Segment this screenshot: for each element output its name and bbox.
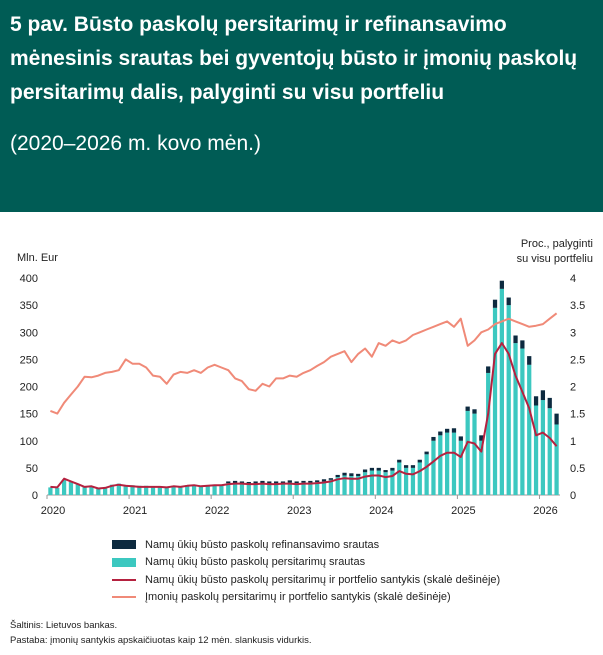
legend-swatch-corporate-ratio (112, 596, 136, 598)
legend-label-household-ratio: Namų ūkių būsto paskolų persitarimų ir portfelio santykis (skalė dešinėje) (145, 573, 501, 586)
bar-refinance (438, 432, 442, 436)
bar-refinance (315, 480, 319, 482)
legend-item-household-ratio (112, 571, 592, 589)
bar-refinance (295, 481, 299, 483)
right-y-tick-label: 2.5 (570, 354, 586, 367)
bar-renegotiation (274, 484, 278, 495)
bar-renegotiation (452, 433, 456, 495)
bar-refinance (342, 473, 346, 476)
chart-header (0, 0, 603, 212)
bar-refinance (500, 281, 504, 289)
right-axis-title-line1: Proc., palyginti (520, 238, 593, 250)
bar-renegotiation (534, 405, 538, 495)
right-y-tick-label: 1.5 (570, 408, 586, 421)
left-y-tick-label: 300 (19, 327, 38, 340)
bar-refinance (390, 468, 394, 471)
bar-refinance (513, 336, 517, 344)
bar-renegotiation (370, 471, 374, 495)
bar-refinance (329, 478, 333, 480)
bar-refinance (288, 480, 292, 482)
bar-refinance (493, 300, 497, 308)
bar-refinance (397, 460, 401, 463)
bar-refinance (472, 409, 476, 413)
x-tick-label: 2022 (204, 505, 230, 517)
left-y-tick-label: 0 (31, 490, 38, 502)
x-tick-label: 2024 (369, 505, 394, 517)
x-tick-label: 2023 (286, 505, 312, 517)
bar-renegotiation (486, 373, 490, 495)
bar-refinance (554, 414, 558, 425)
bar-refinance (349, 473, 353, 476)
bar-renegotiation (548, 408, 552, 495)
left-y-tick-label: 50 (25, 462, 38, 475)
bar-renegotiation (281, 483, 285, 495)
chart-footer (10, 618, 312, 648)
legend-label-corporate-ratio: Įmonių paskolų persitarimų ir portfelio santykis (skalė dešinėje) (145, 591, 451, 604)
bar-renegotiation (253, 484, 257, 495)
bar-renegotiation (466, 411, 470, 495)
line-corporate-ratio (50, 313, 556, 413)
bar-renegotiation (55, 488, 59, 495)
bar-renegotiation (513, 343, 517, 495)
methodology-note: Pastaba: įmonių santykis apskaičiuotas kaip 12 mėn. slankusis vidurkis. (10, 635, 312, 646)
bar-refinance (301, 481, 305, 483)
chart-title: 5 pav. Būsto paskolų persitarimų ir refinansavimo mėnesinis srautas bei gyventojų būsto ir įmonių paskolų persitarimų dalis, palyginti su visu portfeliu (10, 13, 578, 104)
left-axis-title: Mln. Eur (17, 252, 58, 264)
bar-renegotiation (445, 433, 449, 495)
bar-renegotiation (431, 441, 435, 495)
bar-renegotiation (541, 400, 545, 495)
bar-refinance (377, 468, 381, 471)
bar-renegotiation (411, 468, 415, 495)
bar-renegotiation (404, 468, 408, 495)
right-y-tick-label: 2 (570, 381, 577, 394)
left-y-tick-label: 150 (19, 408, 38, 421)
left-y-tick-label: 200 (19, 381, 38, 394)
bar-refinance (322, 479, 326, 481)
bar-renegotiation (247, 484, 251, 495)
x-tick-label: 2020 (40, 505, 66, 517)
bar-renegotiation (240, 483, 244, 495)
x-tick-label: 2021 (122, 505, 148, 517)
bar-refinance (383, 470, 387, 472)
bar-refinance (466, 407, 470, 411)
bar-refinance (336, 475, 340, 477)
bar-refinance (520, 340, 524, 348)
right-y-tick-label: 0 (570, 490, 577, 502)
bar-renegotiation (520, 349, 524, 495)
right-y-tick-label: 3.5 (570, 300, 586, 313)
bar-renegotiation (459, 441, 463, 495)
legend-item-corporate-ratio (112, 589, 592, 607)
bar-renegotiation (233, 483, 237, 495)
right-y-tick-label: 1 (570, 435, 577, 448)
bar-refinance (452, 428, 456, 432)
left-y-tick-label: 100 (19, 435, 38, 448)
bar-refinance (404, 465, 408, 468)
bar-renegotiation (554, 424, 558, 495)
bar-renegotiation (377, 471, 381, 495)
bar-renegotiation (69, 482, 73, 495)
bar-refinance (226, 481, 230, 483)
bar-refinance (418, 460, 422, 463)
bar-renegotiation (472, 414, 476, 495)
legend-item-refinance (112, 536, 592, 554)
chart-svg (0, 212, 603, 532)
bar-renegotiation (124, 486, 128, 495)
bar-renegotiation (424, 454, 428, 495)
right-axis-title-line2: su visu portfeliu (516, 253, 593, 265)
right-y-tick-label: 0.5 (570, 462, 586, 475)
bar-refinance (459, 436, 463, 440)
bar-refinance (486, 366, 490, 373)
legend-item-renegotiation (112, 554, 592, 572)
bar-renegotiation (260, 483, 264, 495)
legend (112, 536, 592, 606)
bar-refinance (541, 390, 545, 400)
legend-label-renegotiation: Namų ūkių būsto paskolų persitarimų srautas (145, 556, 366, 569)
legend-swatch-renegotiation (112, 558, 136, 567)
bar-renegotiation (527, 365, 531, 495)
bar-refinance (507, 298, 511, 306)
bar-refinance (356, 474, 360, 476)
bar-renegotiation (397, 462, 401, 495)
bar-refinance (548, 398, 552, 408)
chart-subtitle: (2020–2026 m. kovo mėn.) (10, 132, 261, 155)
bar-renegotiation (507, 305, 511, 495)
bar-refinance (363, 470, 367, 473)
left-y-tick-label: 400 (19, 273, 38, 285)
bar-renegotiation (219, 485, 223, 495)
bar-renegotiation (493, 308, 497, 495)
bar-refinance (534, 396, 538, 405)
bar-renegotiation (48, 487, 52, 495)
x-tick-label: 2026 (533, 505, 558, 517)
bar-renegotiation (383, 472, 387, 495)
x-tick-label: 2025 (451, 505, 476, 517)
legend-label-refinance: Namų ūkių būsto paskolų refinansavimo srautas (145, 538, 380, 551)
bar-renegotiation (418, 462, 422, 495)
bars-layer (48, 281, 558, 495)
bar-refinance (527, 356, 531, 365)
bar-renegotiation (267, 484, 271, 495)
source-note: Šaltinis: Lietuvos bankas. (10, 620, 118, 631)
left-y-tick-label: 250 (19, 354, 38, 367)
bar-refinance (424, 452, 428, 455)
bar-refinance (411, 465, 415, 468)
bar-renegotiation (438, 435, 442, 495)
legend-swatch-refinance (112, 540, 136, 549)
bar-refinance (308, 481, 312, 483)
bar-renegotiation (82, 487, 86, 495)
bar-refinance (431, 437, 435, 441)
right-y-tick-label: 3 (570, 327, 577, 340)
bar-refinance (445, 429, 449, 433)
legend-swatch-household-ratio (112, 579, 136, 581)
left-y-tick-label: 350 (19, 300, 38, 313)
right-y-tick-label: 4 (570, 273, 577, 285)
bar-refinance (370, 468, 374, 471)
